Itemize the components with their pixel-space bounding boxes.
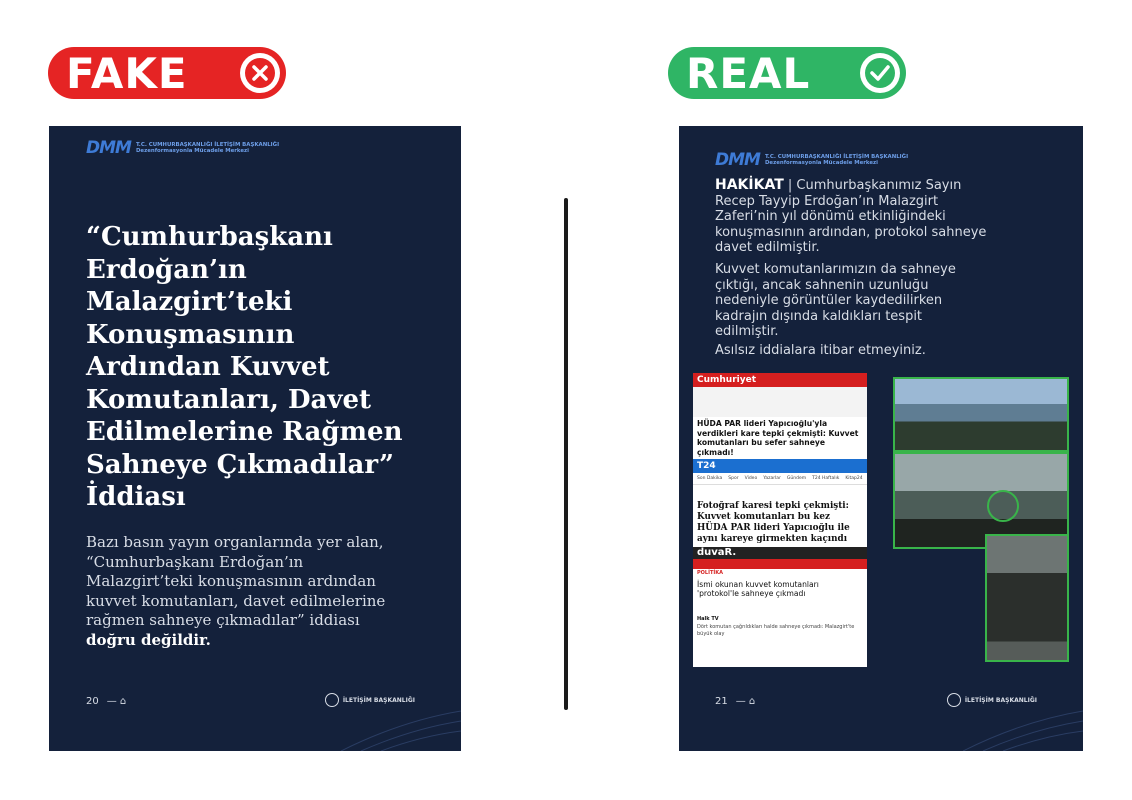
- clip-nav-3: [693, 559, 867, 569]
- logo-mark: DMM: [86, 138, 131, 158]
- nav-item: Son Dakika: [697, 476, 723, 481]
- page-number: 21: [715, 696, 728, 707]
- ceremony-photo-1: [893, 377, 1069, 452]
- logo-line1: T.C. CUMHURBAŞKANLIĞI İLETİŞİM BAŞKANLIĞI: [135, 141, 280, 148]
- fake-claim-page: [49, 126, 461, 751]
- claim-verdict: doğru değildir.: [86, 630, 211, 649]
- home-icon: — ⌂: [106, 696, 127, 707]
- logo-mark: DMM: [715, 150, 760, 170]
- nav-item: Yazarlar: [763, 476, 781, 481]
- close-icon: [234, 47, 286, 99]
- clip-author-3: Halk TV: [697, 615, 719, 622]
- page-footer: [715, 696, 755, 707]
- clip-headline-1: HÜDA PAR lideri Yapıcıoğlu'yla verdikleri kare tepki çekmişti: Kuvvet komutanları bu sefer sahneye çıkmadı!: [697, 419, 859, 457]
- clip-headline-2: Fotoğraf karesi tepki çekmişti: Kuvvet komutanları bu kez HÜDA PAR lideri Yapıcıoğlu ile aynı kareye girmekten kaçındı: [697, 501, 850, 544]
- wave-decoration: [963, 701, 1083, 751]
- news-clippings: [693, 373, 867, 667]
- check-icon: [854, 47, 906, 99]
- clip-spacer: [693, 601, 867, 615]
- fake-badge: [48, 47, 286, 99]
- claim-headline: “Cumhurbaşkanı Erdoğan’ın Malazgirt’teki Konuşmasının Ardından Kuvvet Komutanları, Davet Edilmelerine Rağmen Sahneye Çıkmadılar” İddiası: [86, 222, 403, 512]
- divider: [564, 198, 568, 710]
- claim-body-text: Bazı basın yayın organlarında yer alan, “Cumhurbaşkanı Erdoğan’ın Malazgirt’teki konuşmasının ardından kuvvet komutanları, davet edilmelerine rağmen sahneye çıkmadılar” iddiası: [86, 533, 386, 629]
- wave-decoration: [341, 701, 461, 751]
- logo-line1: T.C. CUMHURBAŞKANLIĞI İLETİŞİM BAŞKANLIĞI: [764, 153, 909, 160]
- ceremony-photo-zoom: [985, 534, 1069, 662]
- logo-subtitle: [765, 154, 908, 167]
- clip-section-3: POLİTİKA: [697, 570, 723, 576]
- fact-label: HAKİKAT: [715, 177, 784, 193]
- nav-item: Spor: [728, 476, 739, 481]
- real-label: REAL: [686, 48, 811, 98]
- dmm-logo: [715, 150, 908, 170]
- clip-source-2: T24: [693, 459, 867, 473]
- nav-item: Gündem: [786, 476, 807, 481]
- page-number: 20: [86, 696, 99, 707]
- fact-paragraph-2: Kuvvet komutanlarımızın da sahneye çıktığı, ancak sahnenin uzunluğu nedeniyle görüntüler kaydedilirken kadrajın dışında kaldıkları tespit edilmiştir.: [715, 262, 956, 339]
- logo-subtitle: [136, 142, 279, 155]
- clip-headline-3: İsmi okunan kuvvet komutanları 'protokol'le sahneye çıkmadı: [697, 579, 819, 598]
- dmm-logo: [86, 138, 279, 158]
- fact-paragraph: [715, 178, 997, 256]
- fact-warning: Asılsız iddialara itibar etmeyiniz.: [715, 343, 926, 358]
- nav-item: Video: [744, 476, 758, 481]
- fact-text: Cumhurbaşkanımız Sayın Recep Tayyip Erdoğan’ın Malazgirt Zaferi’nin yıl dönümü etkinliğindeki konuşmasının ardından, protokol sahneye davet edilmiştir.: [715, 178, 987, 255]
- clip-nav-2: [693, 473, 867, 485]
- fake-label: FAKE: [66, 48, 188, 98]
- real-fact-page: [679, 126, 1083, 751]
- fact-separator: |: [783, 178, 797, 193]
- org-name: İLETİŞİM BAŞKANLIĞI: [342, 696, 415, 704]
- clip-source-3: duvaR.: [693, 547, 867, 559]
- clip-source-1: Cumhuriyet: [693, 373, 867, 387]
- seal-icon: [947, 693, 961, 707]
- clip-note-3: Dört komutan çağrıldıkları halde sahneye çıkmadı: Malazgirt'te büyük olay: [697, 624, 855, 637]
- page-footer: [86, 696, 126, 707]
- home-icon: — ⌂: [735, 696, 756, 707]
- highlight-circle: [987, 490, 1019, 522]
- claim-body: [86, 533, 386, 650]
- logo-line2: Dezenformasyonla Mücadele Merkezi: [135, 148, 249, 154]
- logo-line2: Dezenformasyonla Mücadele Merkezi: [764, 160, 878, 166]
- clip-nav-1: [693, 387, 867, 417]
- nav-item: T24 Haftalık: [812, 476, 840, 481]
- clip-spacer: [693, 485, 867, 499]
- seal-icon: [325, 693, 339, 707]
- org-name: İLETİŞİM BAŞKANLIĞI: [964, 696, 1037, 704]
- nav-item: Kitap24: [845, 476, 863, 481]
- real-badge: [668, 47, 906, 99]
